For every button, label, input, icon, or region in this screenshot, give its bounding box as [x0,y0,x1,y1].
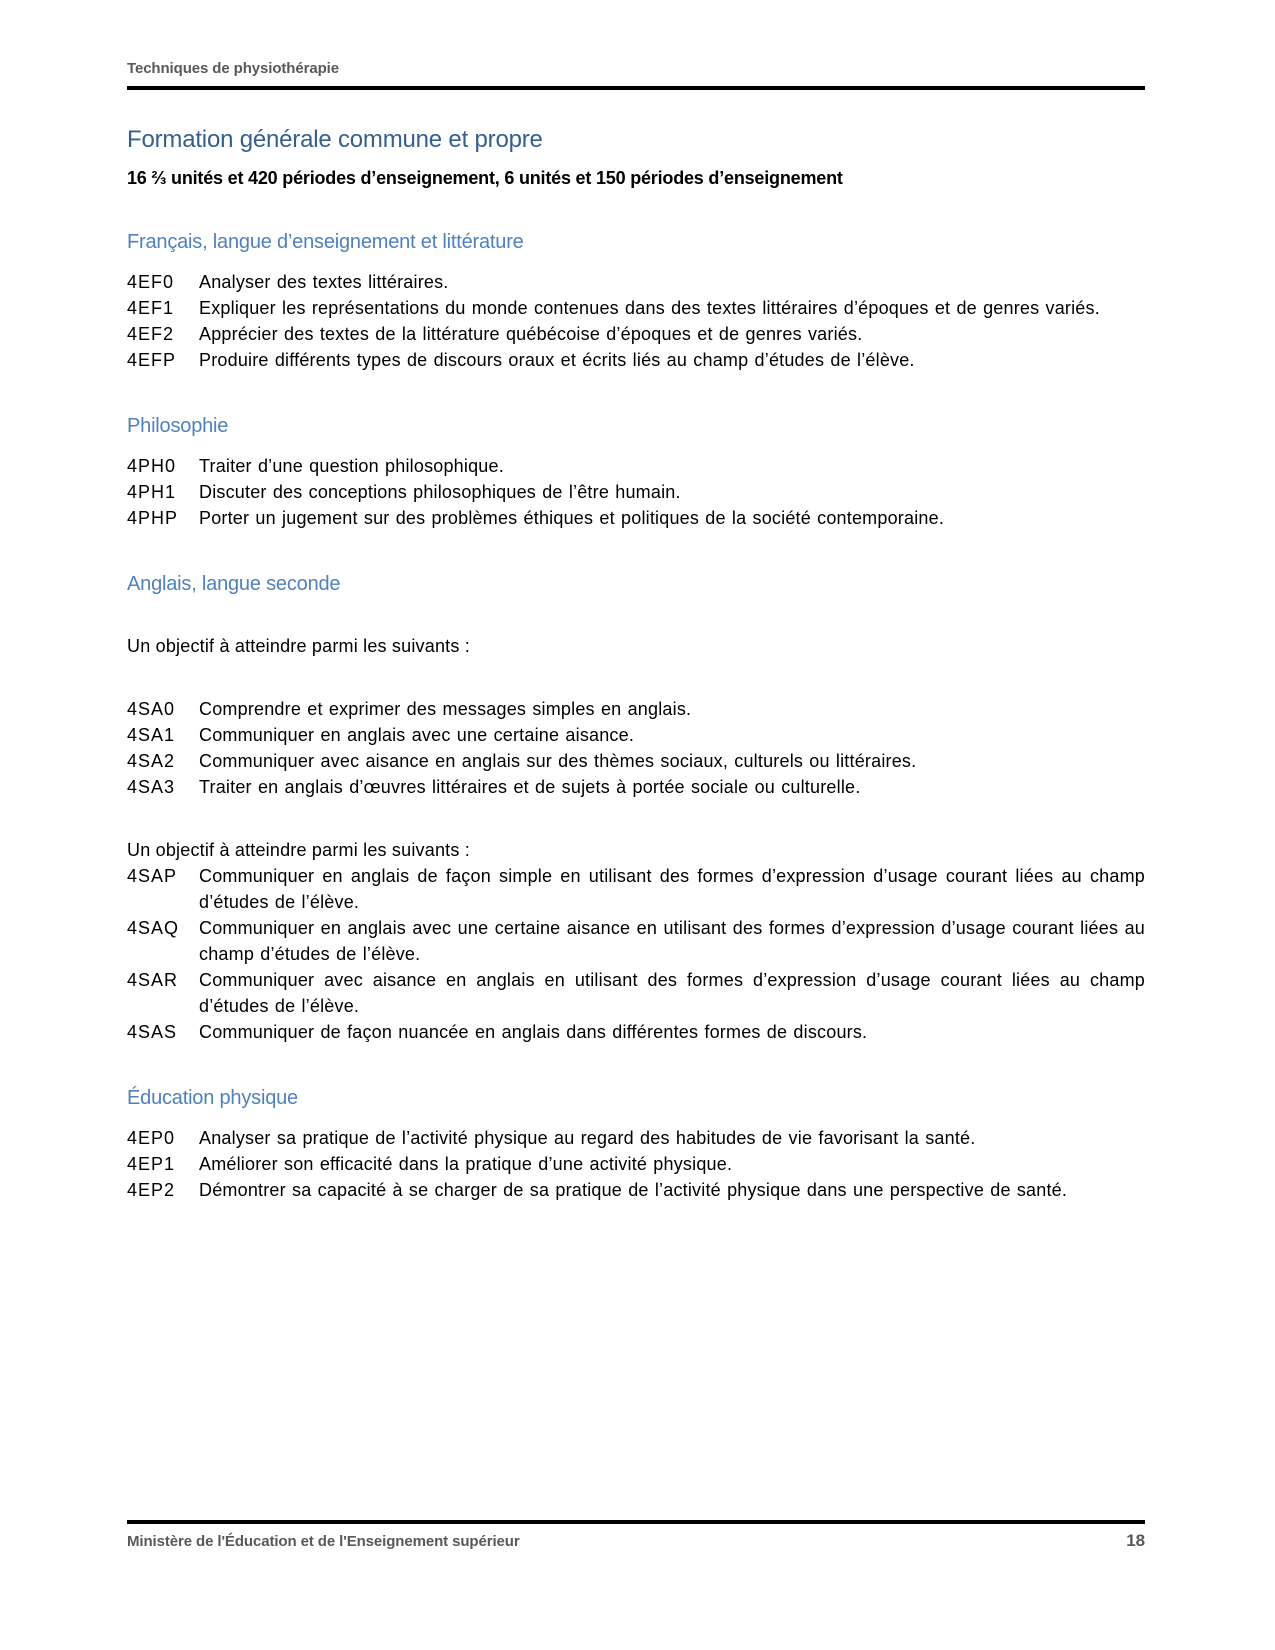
objective-row [127,1177,1145,1203]
objective-text: Traiter d’une question philosophique. [199,456,504,476]
objective-text: Apprécier des textes de la littérature québécoise d’époques et de genres variés. [199,324,863,344]
objective-code: 4EP2 [127,1180,176,1200]
section-heading-education-physique: Éducation physique [127,1087,298,1109]
objective-list [127,269,1145,373]
objective-list [127,453,1145,531]
footer-row [127,1531,1145,1551]
objective-row [127,505,1145,531]
section-heading-philosophie: Philosophie [127,415,229,437]
objective-code: 4PH1 [127,482,177,502]
objective-code: 4SAS [127,1022,178,1042]
objective-code: 4EP1 [127,1154,176,1174]
objective-row [127,347,1145,373]
objective-text: Communiquer en anglais avec une certaine aisance en utilisant des formes d’expression d’usage courant liées au champ d’études de l’élève. [199,918,1145,964]
objective-code: 4SA2 [127,751,176,771]
objective-text: Comprendre et exprimer des messages simples en anglais. [199,699,692,719]
objective-text: Communiquer de façon nuancée en anglais dans différentes formes de discours. [199,1022,868,1042]
objective-row [127,453,1145,479]
objective-text: Porter un jugement sur des problèmes éthiques et politiques de la société contemporaine. [199,508,945,528]
objective-row [127,915,1145,967]
objective-text: Analyser sa pratique de l’activité physique au regard des habitudes de vie favorisant la santé. [199,1128,976,1148]
section-philosophie [127,415,1145,531]
objective-text: Améliorer son efficacité dans la pratique d’une activité physique. [199,1154,733,1174]
objective-row [127,321,1145,347]
objective-row [127,1125,1145,1151]
objective-text: Communiquer avec aisance en anglais sur des thèmes sociaux, culturels ou littéraires. [199,751,917,771]
page-content [127,0,1145,1203]
objective-code: 4SA1 [127,725,176,745]
footer-page-number: 18 [1126,1531,1145,1550]
objective-text: Traiter en anglais d’œuvres littéraires et de sujets à portée sociale ou culturelle. [199,777,861,797]
objective-row [127,295,1145,321]
objective-text: Produire différents types de discours oraux et écrits liés au champ d’études de l’élève. [199,350,915,370]
objective-code: 4EFP [127,350,177,370]
objective-text: Analyser des textes littéraires. [199,272,449,292]
objective-code: 4EP0 [127,1128,176,1148]
objective-row [127,696,1145,722]
section-francais [127,231,1145,373]
objective-row [127,269,1145,295]
objective-text: Discuter des conceptions philosophiques de l’être humain. [199,482,681,502]
units-summary: 16 ⅔ unités et 420 périodes d’enseignement, 6 unités et 150 périodes d’enseignement [127,168,843,188]
objective-text: Communiquer en anglais de façon simple en utilisant des formes d’expression d’usage courant liées au champ d’études de l’élève. [199,866,1145,912]
objective-row [127,863,1145,915]
objective-code: 4SAQ [127,918,180,938]
objective-code: 4EF0 [127,272,175,292]
objective-code: 4SA3 [127,777,176,797]
section-heading-anglais: Anglais, langue seconde [127,573,341,595]
page-footer [127,1520,1145,1551]
objective-code: 4SA0 [127,699,176,719]
section-education-physique [127,1087,1145,1203]
objective-code: 4PHP [127,508,179,528]
objective-text: Expliquer les représentations du monde contenues dans des textes littéraires d’époques et de genres variés. [199,298,1100,318]
running-header [127,0,1145,90]
objective-text: Communiquer avec aisance en anglais en utilisant des formes d’expression d’usage courant liées au champ d’études de l’élève. [199,970,1145,1016]
objectives-intro-1: Un objectif à atteindre parmi les suivants : [127,636,470,656]
objective-code: 4PH0 [127,456,177,476]
objective-code: 4SAP [127,866,178,886]
objective-row [127,748,1145,774]
objective-code: 4EF2 [127,324,175,344]
objective-list [127,696,1145,800]
objective-row [127,1151,1145,1177]
objectives-intro-2: Un objectif à atteindre parmi les suivants : [127,840,470,860]
running-header-title: Techniques de physiothérapie [127,60,339,77]
objective-row [127,774,1145,800]
header-rule [127,86,1145,90]
objective-code: 4EF1 [127,298,175,318]
footer-rule [127,1520,1145,1524]
objective-row [127,479,1145,505]
objective-text: Démontrer sa capacité à se charger de sa pratique de l’activité physique dans une perspective de santé. [199,1180,1068,1200]
objective-row [127,1019,1145,1045]
objective-text: Communiquer en anglais avec une certaine aisance. [199,725,635,745]
objective-row [127,967,1145,1019]
section-heading-francais: Français, langue d’enseignement et littérature [127,231,524,253]
section-anglais [127,573,1145,1045]
objective-list [127,863,1145,1045]
objective-code: 4SAR [127,970,179,990]
objective-row [127,722,1145,748]
footer-ministry: Ministère de l'Éducation et de l'Enseignement supérieur [127,1533,520,1550]
objective-list [127,1125,1145,1203]
page-title: Formation générale commune et propre [127,126,543,153]
